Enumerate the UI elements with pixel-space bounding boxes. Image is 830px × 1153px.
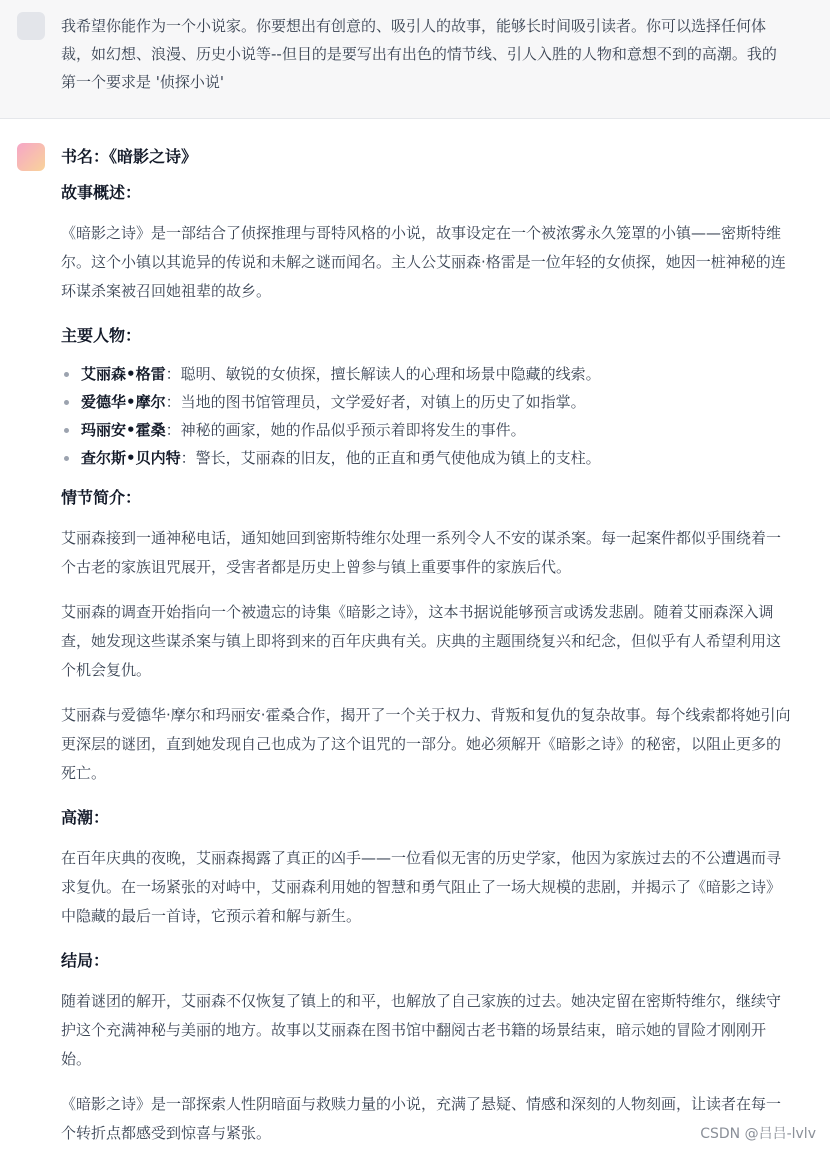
character-desc: ：聪明、敏锐的女侦探，擅长解读人的心理和场景中隐藏的线索。 bbox=[165, 365, 601, 383]
assistant-avatar bbox=[17, 143, 45, 171]
character-desc: ：当地的图书馆管理员，文学爱好者，对镇上的历史了如指掌。 bbox=[165, 393, 586, 411]
assistant-message-content bbox=[61, 143, 791, 1148]
ending-paragraph: 《暗影之诗》是一部探索人性阴暗面与救赎力量的小说，充满了悬疑、情感和深刻的人物刻画，让读者在每一个转折点都感受到惊喜与紧张。 bbox=[61, 1095, 782, 1142]
user-message bbox=[0, 0, 830, 119]
book-title: 书名：《暗影之诗》 bbox=[61, 147, 198, 166]
assistant-message bbox=[0, 119, 830, 1153]
user-message-text: 我希望你能作为一个小说家。你要想出有创意的、吸引人的故事，能够长时间吸引读者。你可以选择任何体裁，如幻想、浪漫、历史小说等--但目的是要写出有出色的情节线、引人入胜的人物和意想不到的高潮。我的第一个要求是 '侦探小说' bbox=[61, 17, 777, 91]
list-item bbox=[81, 444, 791, 472]
climax-heading: 高潮： bbox=[61, 808, 110, 827]
user-avatar bbox=[17, 12, 45, 40]
character-name: 查尔斯•贝内特 bbox=[81, 449, 181, 467]
ending-paragraph: 随着谜团的解开，艾丽森不仅恢复了镇上的和平，也解放了自己家族的过去。她决定留在密斯特维尔，继续守护这个充满神秘与美丽的地方。故事以艾丽森在图书馆中翻阅古老书籍的场景结束，暗示她的冒险才刚刚开始。 bbox=[61, 992, 782, 1068]
character-desc: ：神秘的画家，她的作品似乎预示着即将发生的事件。 bbox=[165, 421, 526, 439]
characters-heading: 主要人物： bbox=[61, 326, 142, 345]
ending-heading: 结局： bbox=[61, 951, 110, 970]
characters-list bbox=[61, 360, 791, 472]
plot-paragraph: 艾丽森接到一通神秘电话，通知她回到密斯特维尔处理一系列令人不安的谋杀案。每一起案件都似乎围绕着一个古老的家族诅咒展开，受害者都是历史上曾参与镇上重要事件的家族后代。 bbox=[61, 529, 782, 576]
list-item bbox=[81, 360, 791, 388]
character-name: 玛丽安•霍桑 bbox=[81, 421, 166, 439]
overview-paragraph: 《暗影之诗》是一部结合了侦探推理与哥特风格的小说，故事设定在一个被浓雾永久笼罩的小镇——密斯特维尔。这个小镇以其诡异的传说和未解之谜而闻名。主人公艾丽森·格雷是一位年轻的女侦探，她因一桩神秘的连环谋杀案被召回她祖辈的故乡。 bbox=[61, 224, 786, 300]
list-item bbox=[81, 416, 791, 444]
climax-paragraph: 在百年庆典的夜晚，艾丽森揭露了真正的凶手——一位看似无害的历史学家，他因为家族过去的不公遭遇而寻求复仇。在一场紧张的对峙中，艾丽森利用她的智慧和勇气阻止了一场大规模的悲剧，并揭示了《暗影之诗》中隐藏的最后一首诗，它预示着和解与新生。 bbox=[61, 849, 782, 925]
character-name: 爱德华•摩尔 bbox=[81, 393, 166, 411]
watermark: CSDN @吕吕-lvlv bbox=[700, 1126, 816, 1142]
list-item bbox=[81, 388, 791, 416]
plot-heading: 情节简介： bbox=[61, 488, 142, 507]
plot-paragraph: 艾丽森与爱德华·摩尔和玛丽安·霍桑合作，揭开了一个关于权力、背叛和复仇的复杂故事。每个线索都将她引向更深层的谜团，直到她发现自己也成为了这个诅咒的一部分。她必须解开《暗影之诗》的秘密，以阻止更多的死亡。 bbox=[61, 706, 791, 782]
character-desc: ：警长，艾丽森的旧友，他的正直和勇气使他成为镇上的支柱。 bbox=[180, 449, 601, 467]
overview-heading: 故事概述： bbox=[61, 183, 142, 202]
plot-paragraph: 艾丽森的调查开始指向一个被遗忘的诗集《暗影之诗》，这本书据说能够预言或诱发悲剧。随着艾丽森深入调查，她发现这些谋杀案与镇上即将到来的百年庆典有关。庆典的主题围绕复兴和纪念，但似乎有人希望利用这个机会复仇。 bbox=[61, 603, 782, 679]
character-name: 艾丽森•格雷 bbox=[81, 365, 166, 383]
